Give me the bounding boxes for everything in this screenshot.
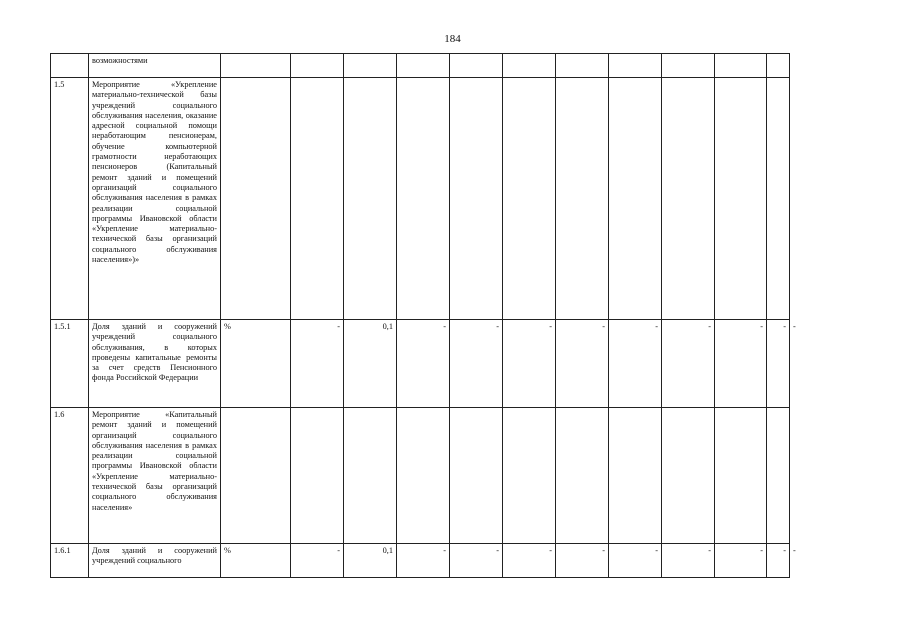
value-cell	[344, 408, 397, 544]
value-cell: -	[503, 544, 556, 578]
row-description: возможностями	[89, 54, 221, 78]
value-cell	[503, 78, 556, 320]
value-cell: -	[609, 320, 662, 408]
value-cell	[503, 408, 556, 544]
table-row	[51, 54, 790, 78]
value-cell: -	[609, 544, 662, 578]
row-unit	[221, 78, 291, 320]
table-row	[51, 408, 790, 544]
value-cell: -	[397, 544, 450, 578]
value-cell	[662, 78, 715, 320]
value-cell	[291, 408, 344, 544]
value-cell	[397, 54, 450, 78]
value-cell: -	[767, 544, 790, 578]
value-cell	[662, 54, 715, 78]
value-cell	[767, 78, 790, 320]
value-cell	[715, 54, 767, 78]
row-description: Доля зданий и сооружений учреждений социального	[89, 544, 221, 578]
value-cell	[767, 408, 790, 544]
value-cell	[450, 408, 503, 544]
row-number: 1.6.1	[51, 544, 89, 578]
row-description: Мероприятие «Капитальный ремонт зданий и помещений организаций социального обслуживания населения в рамках реализации социальной программы Ивановской области «Укрепление материально-технической базы организаций социального обслуживания населения»	[89, 408, 221, 544]
value-cell	[291, 78, 344, 320]
value-cell	[450, 78, 503, 320]
row-unit	[221, 408, 291, 544]
value-cell: -	[291, 544, 344, 578]
value-cell	[556, 54, 609, 78]
value-cell	[503, 54, 556, 78]
row-number: 1.6	[51, 408, 89, 544]
value-cell	[609, 54, 662, 78]
row-number: 1.5.1	[51, 320, 89, 408]
indicator-table	[50, 53, 796, 578]
value-cell: -	[556, 320, 609, 408]
value-cell	[767, 54, 790, 78]
row-description: Доля зданий и сооружений учреждений социального обслуживания, в которых проведены капитальные ремонты за счет средств Пенсионного фонда Российской Федерации	[89, 320, 221, 408]
row-unit	[221, 54, 291, 78]
value-cell	[715, 78, 767, 320]
value-cell: -	[715, 544, 767, 578]
value-cell	[291, 54, 344, 78]
row-unit: %	[221, 320, 291, 408]
row-unit: %	[221, 544, 291, 578]
value-cell: -	[715, 320, 767, 408]
value-cell: -	[767, 320, 790, 408]
value-cell	[715, 408, 767, 544]
value-cell: -	[450, 320, 503, 408]
row-description: Мероприятие «Укрепление материально-технической базы учреждений социального обслуживания населения, оказание адресной социальной помощи неработающим пенсионерам, обучение компьютерной грамотности неработающих пенсионеров (Капитальный ремонт зданий и помещений организаций социального обслуживания населения в рамках реализации социальной программы Ивановской области «Укрепление материально-технической базы организаций социального обслуживания населения»)»	[89, 78, 221, 320]
table-row: 1.6.1 Доля зданий и сооружений учреждений социального % - 0,1 - - - - - - - - -	[51, 544, 790, 578]
value-cell	[450, 54, 503, 78]
value-cell	[556, 408, 609, 544]
table-row: 1.5.1 Доля зданий и сооружений учреждений социального обслуживания, в которых проведены капитальные ремонты за счет средств Пенсионного фонда Российской Федерации % - 0,1 - - - - - - - - -	[51, 320, 790, 408]
value-cell: -	[450, 544, 503, 578]
value-cell	[609, 408, 662, 544]
value-cell: -	[397, 320, 450, 408]
row-number	[51, 54, 89, 78]
value-cell: -	[662, 320, 715, 408]
page-number: 184	[444, 33, 461, 45]
row-number: 1.5	[51, 78, 89, 320]
value-cell: -	[503, 320, 556, 408]
value-cell	[344, 54, 397, 78]
value-cell: 0,1	[344, 544, 397, 578]
value-cell	[662, 408, 715, 544]
value-cell: -	[291, 320, 344, 408]
value-cell	[344, 78, 397, 320]
value-cell	[397, 408, 450, 544]
value-cell	[609, 78, 662, 320]
value-cell: -	[662, 544, 715, 578]
value-cell	[556, 78, 609, 320]
value-cell: -	[556, 544, 609, 578]
value-cell: 0,1	[344, 320, 397, 408]
table-row	[51, 78, 790, 320]
value-cell	[397, 78, 450, 320]
